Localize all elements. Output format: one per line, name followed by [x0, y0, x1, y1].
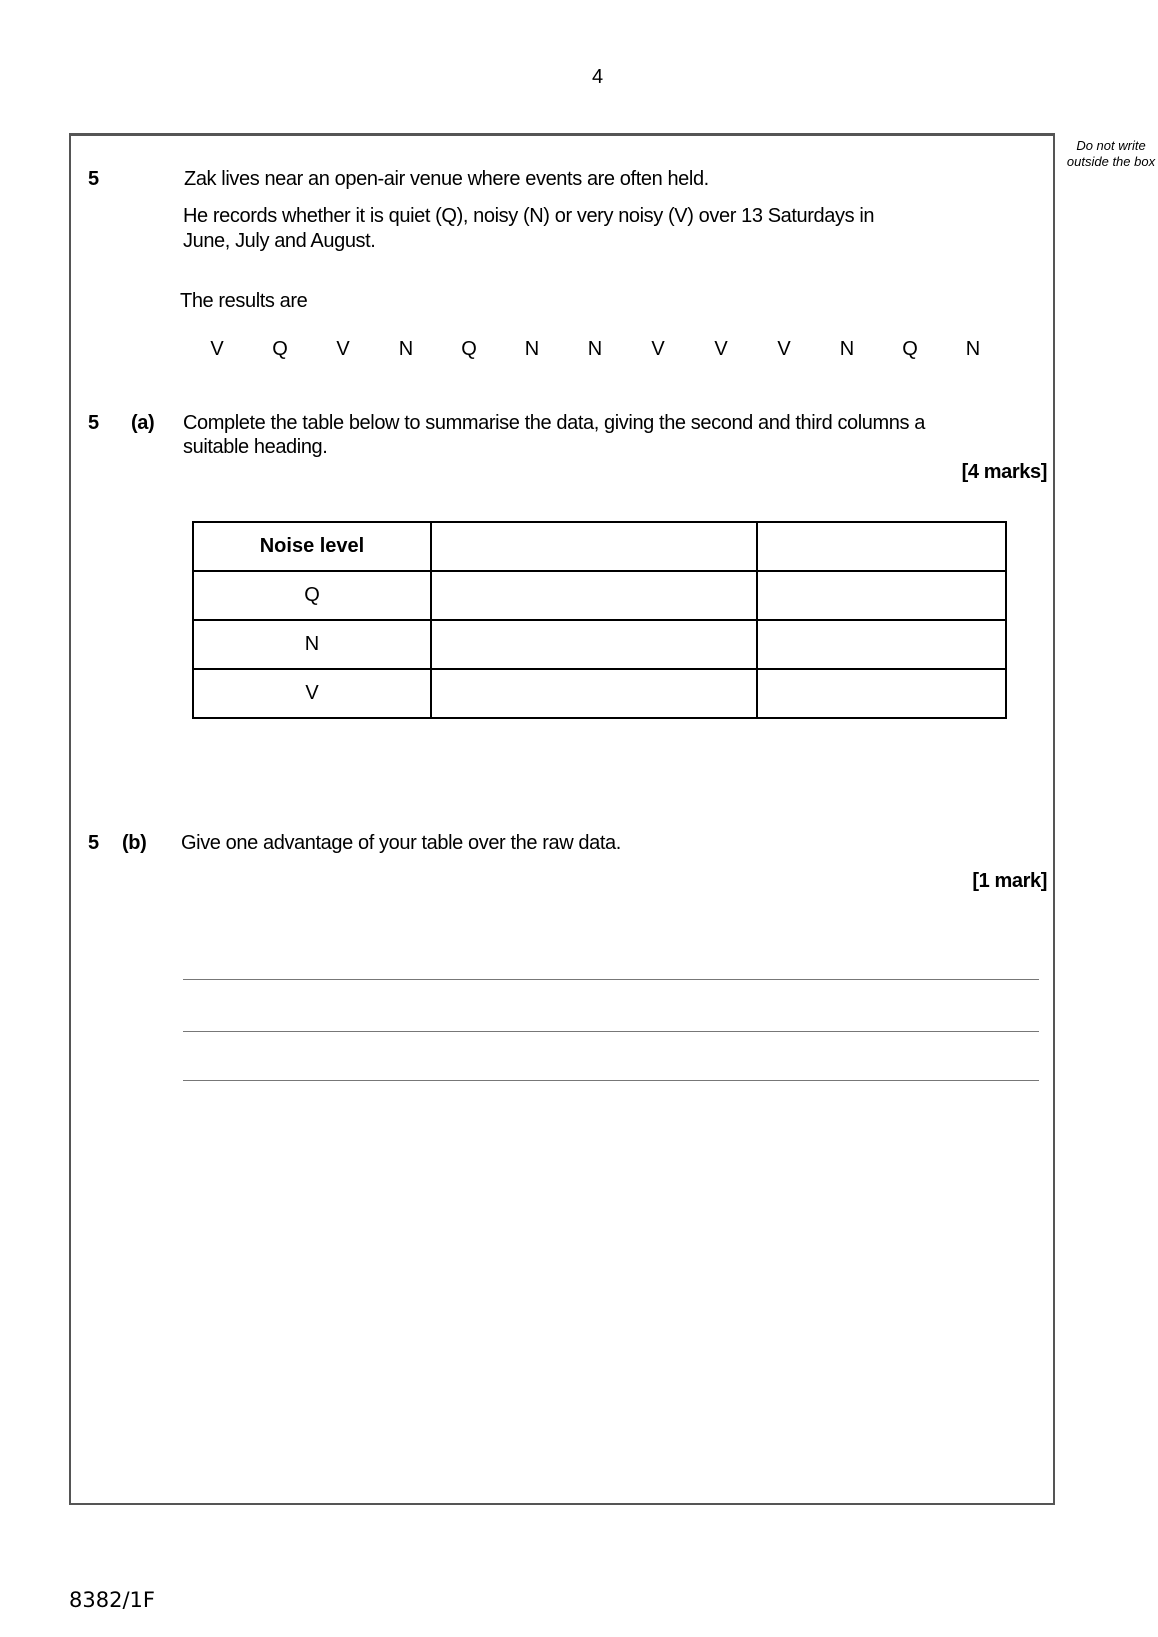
- margin-note: Do not write outside the box: [1066, 138, 1156, 169]
- result-value: N: [524, 338, 540, 360]
- result-value: V: [714, 338, 728, 360]
- result-value: Q: [272, 338, 288, 360]
- answer-line[interactable]: [183, 1080, 1039, 1081]
- part-b-number: 5: [88, 832, 99, 854]
- result-value: V: [651, 338, 665, 360]
- cell-input[interactable]: [757, 620, 1006, 669]
- answer-line[interactable]: [183, 979, 1039, 980]
- result-value: N: [965, 338, 981, 360]
- result-value: V: [210, 338, 224, 360]
- question-description-line2: June, July and August.: [183, 230, 376, 252]
- part-b-marks: [1 mark]: [972, 870, 1047, 892]
- page-number: 4: [592, 66, 603, 88]
- part-b-label: (b): [122, 832, 147, 854]
- cell-input[interactable]: [757, 571, 1006, 620]
- result-value: N: [398, 338, 414, 360]
- cell-input[interactable]: [757, 669, 1006, 718]
- part-a-marks: [4 marks]: [961, 461, 1047, 483]
- answer-line[interactable]: [183, 1031, 1039, 1032]
- result-value: V: [336, 338, 350, 360]
- table-row: [193, 620, 1006, 669]
- result-value: V: [777, 338, 791, 360]
- row-label: V: [193, 669, 431, 718]
- header-noise-level: Noise level: [193, 522, 431, 571]
- cell-input[interactable]: [431, 620, 757, 669]
- result-value: N: [839, 338, 855, 360]
- table-row: [193, 669, 1006, 718]
- footer-code: 8382/1F: [69, 1588, 155, 1612]
- result-value: N: [587, 338, 603, 360]
- part-a-text-line2: suitable heading.: [183, 436, 328, 458]
- results-label: The results are: [180, 290, 308, 312]
- question-intro: Zak lives near an open-air venue where events are often held.: [184, 168, 709, 190]
- part-a-number: 5: [88, 412, 99, 434]
- part-a-label: (a): [131, 412, 155, 434]
- part-a-text-line1: Complete the table below to summarise the data, giving the second and third columns a: [183, 412, 925, 434]
- summary-table: [192, 521, 1007, 719]
- table-row: [193, 571, 1006, 620]
- row-label: Q: [193, 571, 431, 620]
- row-label: N: [193, 620, 431, 669]
- cell-input[interactable]: [431, 571, 757, 620]
- header-column-3-input[interactable]: [757, 522, 1006, 571]
- question-description-line1: He records whether it is quiet (Q), noisy (N) or very noisy (V) over 13 Saturdays in: [183, 205, 875, 227]
- part-b-text: Give one advantage of your table over the raw data.: [181, 832, 621, 854]
- result-value: Q: [902, 338, 918, 360]
- result-value: Q: [461, 338, 477, 360]
- cell-input[interactable]: [431, 669, 757, 718]
- question-number: 5: [88, 168, 99, 190]
- header-column-2-input[interactable]: [431, 522, 757, 571]
- table-header-row: [193, 522, 1006, 571]
